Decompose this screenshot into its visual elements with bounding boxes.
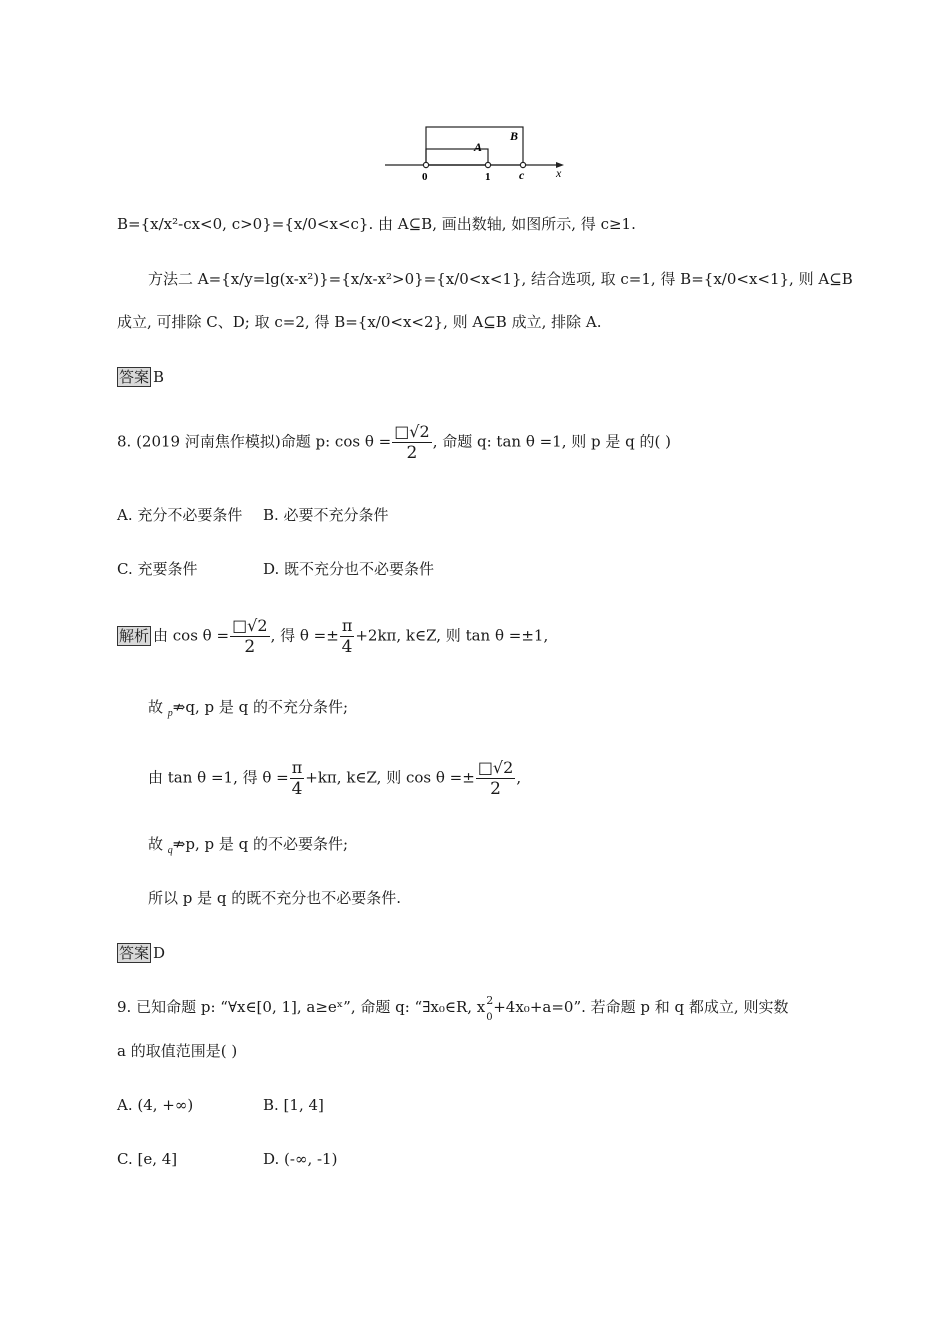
q9-sub: 0: [486, 1012, 493, 1023]
q8-option-c: C. 充要条件: [117, 560, 198, 578]
solution-8-line1: [117, 616, 548, 657]
point-c: [520, 162, 525, 167]
s8-l3-b: +kπ, k∈Z, 则 cos θ =±: [305, 768, 475, 787]
s8-l3-four: 4: [291, 779, 303, 799]
s8-l1-a: 由 cos θ =: [153, 626, 230, 645]
s8-l2-p: p: [167, 708, 173, 719]
s8-l1-num: □√2: [232, 616, 268, 635]
method2-line1: 方法二 A={x/y=lg(x-x²)}={x/x-x²>0}={x/0<x<1}, 结合选项, 取 c=1, 得 B={x/0<x<1}, 则 A⊆B: [148, 270, 853, 288]
s8-l4-b: ⇏p, p 是 q 的不必要条件;: [172, 835, 349, 853]
tick-c: c: [519, 168, 525, 182]
s8-l4-q: q: [167, 845, 173, 856]
s8-l2-b: ⇏q, p 是 q 的不充分条件;: [172, 698, 349, 716]
s8-l1-den: 2: [244, 637, 256, 657]
s8-l3-a: 由 tan θ =1, 得 θ =: [148, 768, 289, 787]
q8-prefix: 8. (2019 河南焦作模拟)命题 p: cos θ =: [117, 432, 392, 451]
q8-fraction: [392, 422, 432, 463]
answer-8: [117, 942, 165, 964]
solution-8-line5: 所以 p 是 q 的既不充分也不必要条件.: [148, 889, 402, 907]
q8-frac-den: 2: [406, 443, 418, 463]
q8-option-d: D. 既不充分也不必要条件: [263, 560, 435, 578]
tick-0: 0: [422, 171, 428, 183]
question-9-line1: [117, 994, 789, 1023]
s8-l1-fraction: [230, 616, 270, 657]
s8-l3-pi: π: [291, 758, 303, 777]
q9-option-a: A. (4, +∞): [117, 1096, 194, 1114]
s8-l1-c: +2kπ, k∈Z, 则 tan θ =±1,: [355, 626, 549, 645]
s8-l1-pi-fraction: [340, 616, 355, 657]
solution-8-line2: [148, 696, 348, 721]
q9-line1-a: 9. 已知命题 p: “∀x∈[0, 1], a≥eˣ”, 命题 q: “∃x₀∈R, x: [117, 998, 486, 1016]
q9-option-b: B. [1, 4]: [263, 1096, 324, 1114]
s8-l1-b: , 得 θ =±: [270, 626, 339, 645]
answer-7-value: B: [153, 368, 165, 386]
answer-8-value: D: [153, 944, 166, 962]
s8-l3-c: ,: [516, 768, 522, 787]
point-0: [423, 162, 428, 167]
q9-line1-b: +4x₀+a=0”. 若命题 p 和 q 都成立, 则实数: [493, 998, 789, 1016]
tick-1: 1: [485, 171, 491, 183]
number-line-figure: [380, 120, 580, 186]
q9-sup: 2: [486, 994, 494, 1007]
q8-option-a: A. 充分不必要条件: [117, 506, 243, 524]
s8-l4-a: 故: [148, 835, 164, 853]
method2-line2: 成立, 可排除 C、D; 取 c=2, 得 B={x/0<x<2}, 则 A⊆B 成立, 排除 A.: [117, 313, 602, 331]
label-A: A: [474, 140, 483, 154]
solution-8-line3: [148, 758, 521, 799]
q9-option-d: D. (-∞, -1): [263, 1150, 338, 1168]
q8-suffix: , 命题 q: tan θ =1, 则 p 是 q 的( ): [432, 432, 672, 451]
label-B: B: [510, 129, 519, 143]
answer-7: [117, 366, 164, 388]
q8-option-b: B. 必要不充分条件: [263, 506, 389, 524]
method1-line: B={x/x²-cx<0, c>0}={x/0<x<c}. 由 A⊆B, 画出数轴, 如图所示, 得 c≥1.: [117, 215, 636, 233]
axis-x-label: x: [556, 166, 562, 180]
analysis-label: 解析: [119, 626, 150, 645]
s8-l2-a: 故: [148, 698, 164, 716]
point-1: [485, 162, 490, 167]
solution-8-line4: [148, 833, 348, 858]
s8-l3-num: □√2: [477, 758, 514, 777]
s8-l1-four: 4: [341, 637, 353, 657]
answer-label-2: 答案: [119, 944, 150, 962]
q9-option-c: C. [e, 4]: [117, 1150, 178, 1168]
s8-l3-pi-fraction: [290, 758, 305, 799]
s8-l3-fraction: [476, 758, 516, 799]
answer-label: 答案: [119, 368, 150, 386]
s8-l3-den: 2: [490, 779, 501, 799]
question-9-line2: a 的取值范围是( ): [117, 1042, 238, 1060]
question-8-stem: [117, 422, 671, 463]
q8-frac-num: □√2: [394, 422, 430, 441]
s8-l1-pi: π: [341, 616, 353, 635]
